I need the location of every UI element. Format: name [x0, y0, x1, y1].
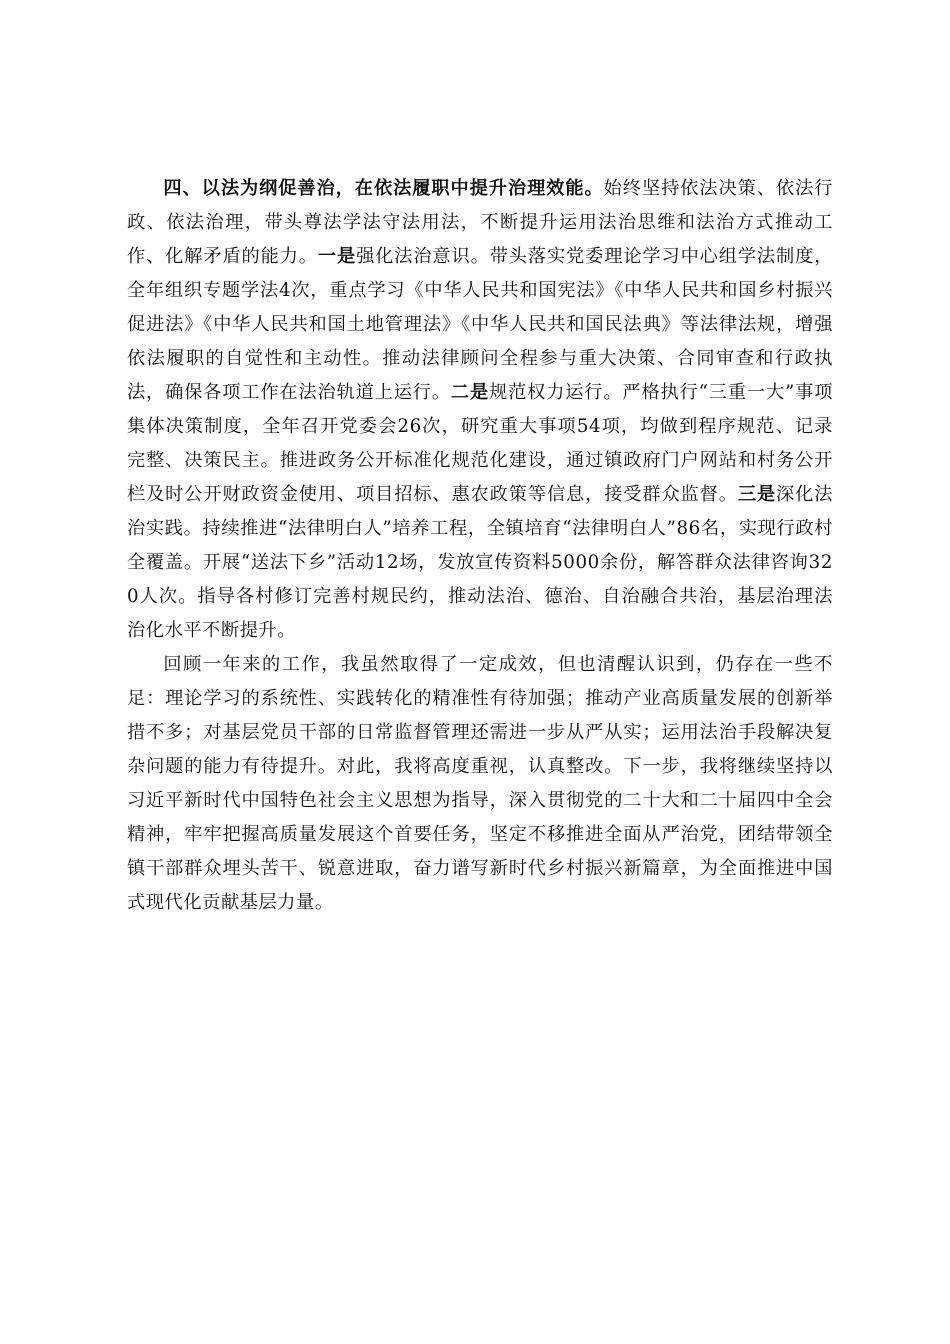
paragraph-review [127, 648, 833, 920]
paragraph-text: 深化法治实践。持续推进“法律明白人”培养工程，全镇培育“法律明白人”86名，实现行政村全覆盖。开展“送法下乡”活动12场，发放宣传资料5000余份，解答群众法律咨询320人次。指导各村修订完善村规民约，推动法治、德治、自治融合共治，基层治理法治化水平不断提升。 [127, 484, 833, 641]
paragraph-rule-of-law [127, 172, 833, 648]
point-marker-two: 二是 [450, 382, 490, 403]
section-heading: 四、以法为纲促善治，在依法履职中提升治理效能。 [163, 178, 604, 199]
paragraph-text: 强化法治意识。带头落实党委理论学习中心组学法制度，全年组织专题学法4次，重点学习《中华人民共和国宪法》《中华人民共和国乡村振兴促进法》《中华人民共和国土地管理法》《中华人民共和国民法典》等法律法规，增强依法履职的自觉性和主动性。推动法律顾问全程参与重大决策、合同审查和行政执法，确保各项工作在法治轨道上运行。 [127, 246, 833, 403]
document-body [127, 172, 833, 920]
paragraph-text: 回顾一年来的工作，我虽然取得了一定成效，但也清醒认识到，仍存在一些不足：理论学习的系统性、实践转化的精准性有待加强；推动产业高质量发展的创新举措不多；对基层党员干部的日常监督管理还需进一步从严从实；运用法治手段解决复杂问题的能力有待提升。对此，我将高度重视，认真整改。下一步，我将继续坚持以习近平新时代中国特色社会主义思想为指导，深入贯彻党的二十大和二十届四中全会精神，牢牢把握高质量发展这个首要任务，坚定不移推进全面从严治党，团结带领全镇干部群众埋头苦干、锐意进取，奋力谱写新时代乡村振兴新篇章，为全面推进中国式现代化贡献基层力量。 [127, 654, 833, 913]
paragraph-text: 规范权力运行。严格执行“三重一大”事项集体决策制度，全年召开党委会26次，研究重大事项54项，均做到程序规范、记录完整、决策民主。推进政务公开标准化规范化建设，通过镇政府门户网站和村务公开栏及时公开财政资金使用、项目招标、惠农政策等信息，接受群众监督。 [127, 382, 834, 505]
point-marker-one: 一是 [317, 246, 357, 267]
paragraph-text: 始终坚持依法决策、依法行政、依法治理，带头尊法学法守法用法，不断提升运用法治思维和法治方式推动工作、化解矛盾的能力。 [127, 178, 833, 267]
point-marker-three: 三是 [737, 484, 777, 505]
